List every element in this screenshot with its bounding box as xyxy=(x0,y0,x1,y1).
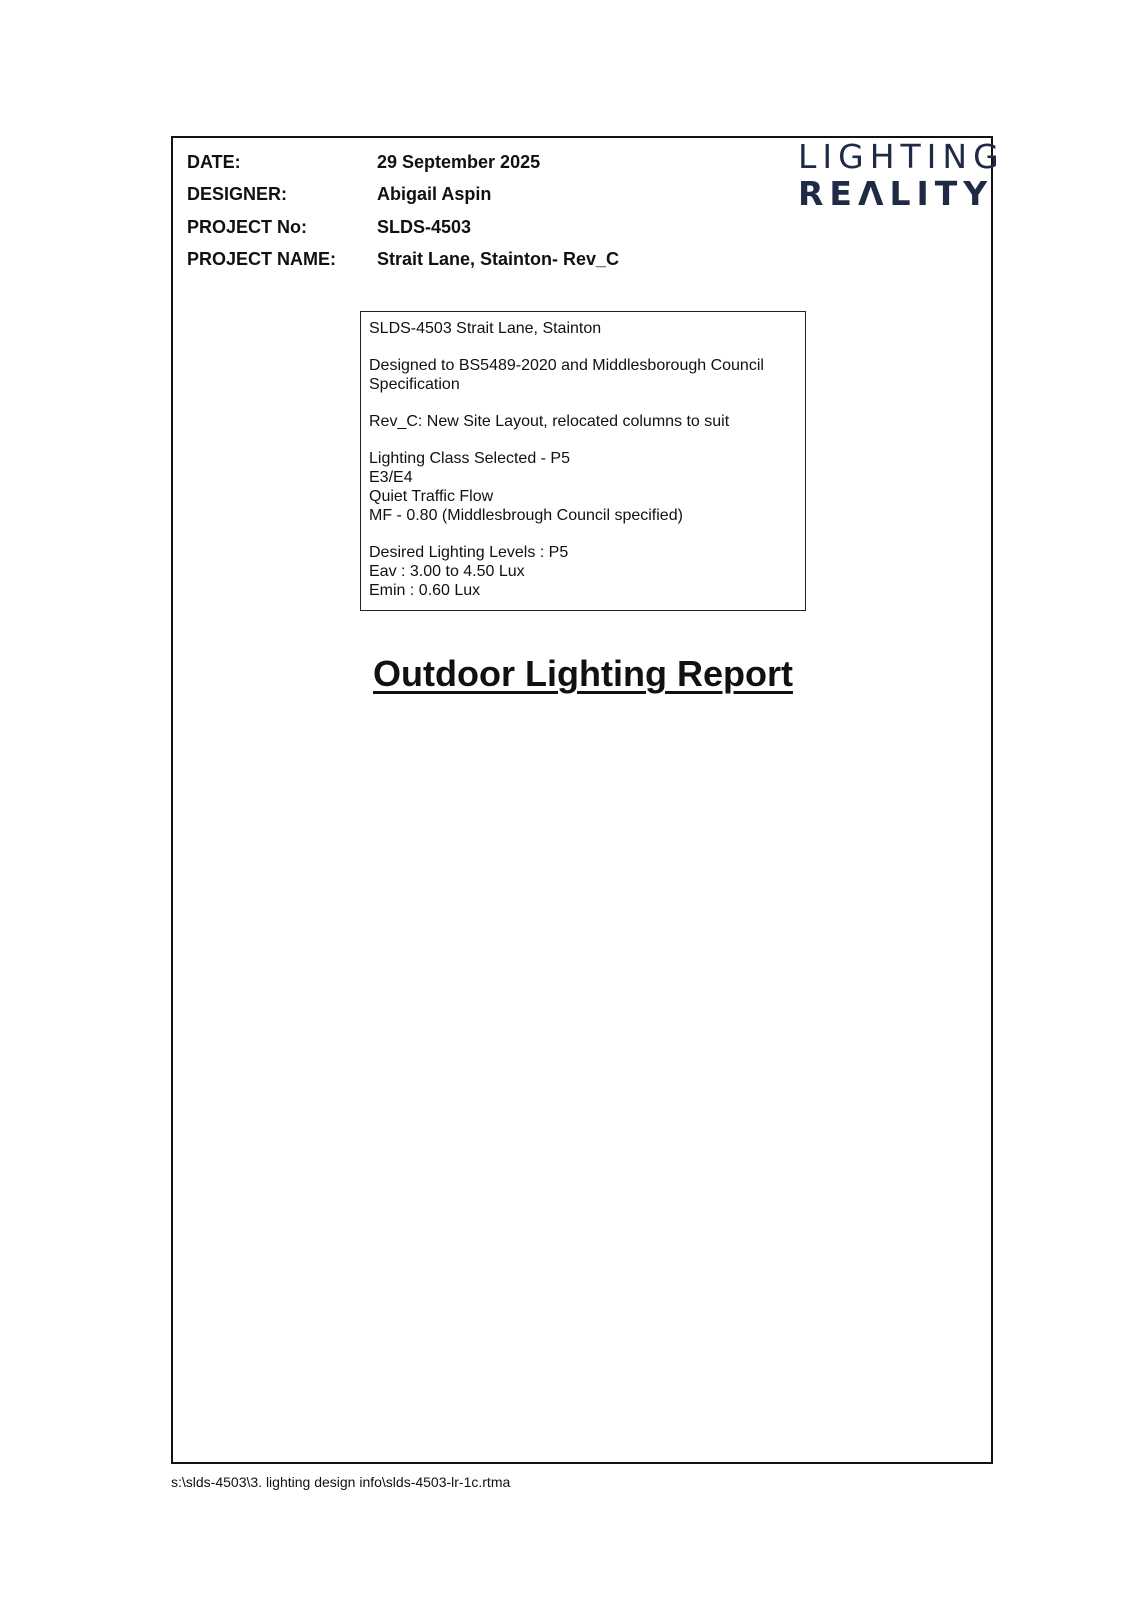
project-meta-table xyxy=(187,146,619,276)
meta-row-designer xyxy=(187,179,619,212)
info-levels-paragraph xyxy=(369,543,797,600)
date-value: 29 September 2025 xyxy=(377,151,541,172)
info-level-line: Emin : 0.60 Lux xyxy=(369,582,481,599)
info-class-line: Lighting Class Selected - P5 xyxy=(369,450,570,467)
report-title: Outdoor Lighting Report xyxy=(373,653,793,694)
project-no-value: SLDS-4503 xyxy=(377,216,472,237)
project-name-label: PROJECT NAME: xyxy=(187,249,337,270)
designer-value: Abigail Aspin xyxy=(377,184,492,205)
meta-row-date xyxy=(187,146,619,179)
logo-line-1: LIGHTING xyxy=(798,137,1005,176)
info-level-line: Eav : 3.00 to 4.50 Lux xyxy=(369,563,525,580)
info-class-line: MF - 0.80 (Middlesbrough Council specified) xyxy=(369,507,683,524)
date-label: DATE: xyxy=(187,151,241,172)
project-name-value: Strait Lane, Stainton- Rev_C xyxy=(377,249,620,270)
info-revision: Rev_C: New Site Layout, relocated columns to suit xyxy=(369,413,730,430)
project-no-label: PROJECT No: xyxy=(187,216,308,237)
logo-line-2: REΛLITY xyxy=(798,174,994,213)
info-title-paragraph xyxy=(369,319,797,338)
info-standard-line-1: Designed to BS5489-2020 and Middlesborough Council xyxy=(369,357,764,374)
footer-file-path: s:\slds-4503\3. lighting design info\slds-4503-lr-1c.rtma xyxy=(171,1474,511,1490)
meta-row-project-no xyxy=(187,211,619,244)
lighting-reality-logo xyxy=(798,137,1005,213)
info-standard-paragraph xyxy=(369,356,797,394)
info-title: SLDS-4503 Strait Lane, Stainton xyxy=(369,320,602,337)
info-revision-paragraph xyxy=(369,412,797,431)
info-class-paragraph xyxy=(369,449,797,525)
meta-row-project-name xyxy=(187,244,619,277)
info-class-line: Quiet Traffic Flow xyxy=(369,488,494,505)
info-standard-line-2: Specification xyxy=(369,376,460,393)
info-class-line: E3/E4 xyxy=(369,469,413,486)
designer-label: DESIGNER: xyxy=(187,184,288,205)
info-level-line: Desired Lighting Levels : P5 xyxy=(369,544,569,561)
project-info-box xyxy=(360,311,806,611)
